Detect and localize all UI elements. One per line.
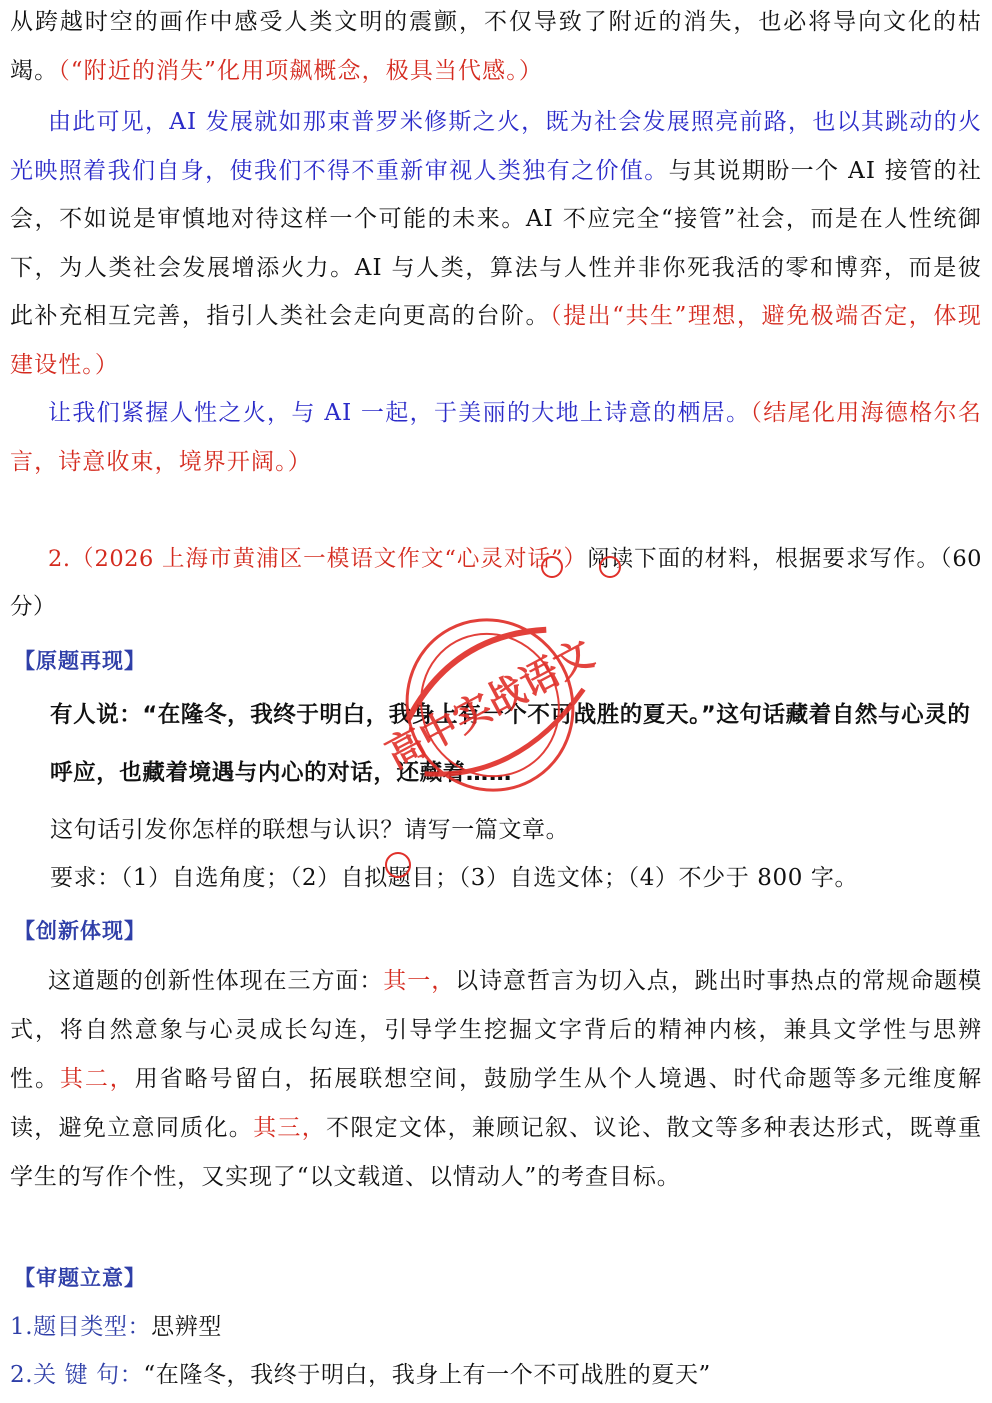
- annotation-circle: [541, 556, 563, 578]
- section-heading-innovation: 【创新体现】: [14, 919, 146, 943]
- prompt-ask: 这句话引发你怎样的联想与认识？请写一篇文章。: [50, 817, 570, 843]
- question-instruction: 阅读下面的材料，根据要求写作。（60 分）: [10, 546, 982, 620]
- item-number: 2.: [10, 1362, 34, 1388]
- essay-text: 与其说期盼一个 AI 接管的社会，不如说是审慎地对待这样一个可能的未来。AI 不应完全“接管”社会，而是在人性统御下，为人类社会发展增添火力。AI 与人类，算法与人性并非你死我活的零和博弈，而是彼此补充相互完善，指引人类社会走向更高的台阶。: [10, 157, 982, 329]
- essay-paragraph-2: [10, 98, 982, 389]
- essay-paragraph-3: [10, 389, 982, 486]
- innovation-paragraph: [10, 957, 982, 1202]
- section-heading-original: 【原题再现】: [14, 649, 146, 673]
- item-number: 1.: [10, 1314, 34, 1340]
- innovation-label-3: 其三，: [253, 1115, 327, 1141]
- analysis-item-1: [10, 1303, 222, 1351]
- essay-highlight: 让我们紧握人性之火，与 AI 一起，于美丽的大地上诗意的栖居。: [48, 400, 751, 426]
- essay-paragraph-1: [10, 0, 982, 95]
- essay-comment: （结尾化用海德格尔名言，诗意收束，境界开阔。）: [10, 400, 983, 475]
- innovation-point-3: 不限定文体，兼顾记叙、议论、散文等多种表达形式，既尊重学生的写作个性，又实现了“以文载道、以情动人”的考查目标。: [10, 1115, 983, 1190]
- innovation-intro: 这道题的创新性体现在三方面：: [48, 968, 384, 994]
- essay-highlight: 由此可见，AI 发展就如那束普罗米修斯之火，既为社会发展照亮前路，也以其跳动的火光映照着我们自身，使我们不得不重新审视人类独有之价值。: [10, 109, 982, 184]
- item-label: 题目类型：: [33, 1314, 152, 1340]
- stamp-text: 高中实战语文: [378, 631, 601, 778]
- essay-comment: （“附近的消失”化用项飙概念，极具当代感。）: [58, 57, 543, 84]
- item-value: 思辨型: [151, 1314, 222, 1340]
- item-value: “在隆冬，我终于明白，我身上有一个不可战胜的夏天”: [143, 1362, 711, 1388]
- innovation-point-1: 以诗意哲言为切入点，跳出时事热点的常规命题模式，将自然意象与心灵成长勾连，引导学生挖掘文字背后的精神内核，兼具文学性与思辨性。: [10, 968, 982, 1092]
- section-heading-analysis: 【审题立意】: [14, 1266, 146, 1290]
- essay-comment: （提出“共生”理想，避免极端否定，体现建设性。）: [10, 303, 982, 378]
- prompt-requirements: 要求：（1）自选角度；（2）自拟题目；（3）自选文体；（4）不少于 800 字。: [50, 865, 859, 891]
- annotation-circle: [385, 852, 411, 878]
- prompt-quote: 有人说：“在隆冬，我终于明白，我身上有一个不可战胜的夏天。”这句话藏着自然与心灵的呼应，也藏着境遇与内心的对话，还藏着……: [50, 702, 971, 786]
- innovation-label-1: 其一，: [383, 968, 456, 994]
- innovation-label-2: 其二，: [59, 1066, 135, 1092]
- innovation-point-2: 用省略号留白，拓展联想空间，鼓励学生从个人境遇、时代命题等多元维度解读，避免立意同质化。: [10, 1066, 982, 1141]
- question-title: [10, 535, 982, 631]
- annotation-circle: [599, 556, 621, 578]
- essay-text: 从跨越时空的画作中感受人类文明的震颤，不仅导致了附近的消失，也必将导向文化的枯竭。: [10, 9, 982, 84]
- item-label: 关 键 句：: [33, 1362, 144, 1388]
- analysis-item-2: [10, 1351, 711, 1399]
- question-source: 2.（2026 上海市黄浦区一模语文作文“心灵对话”）: [48, 546, 588, 572]
